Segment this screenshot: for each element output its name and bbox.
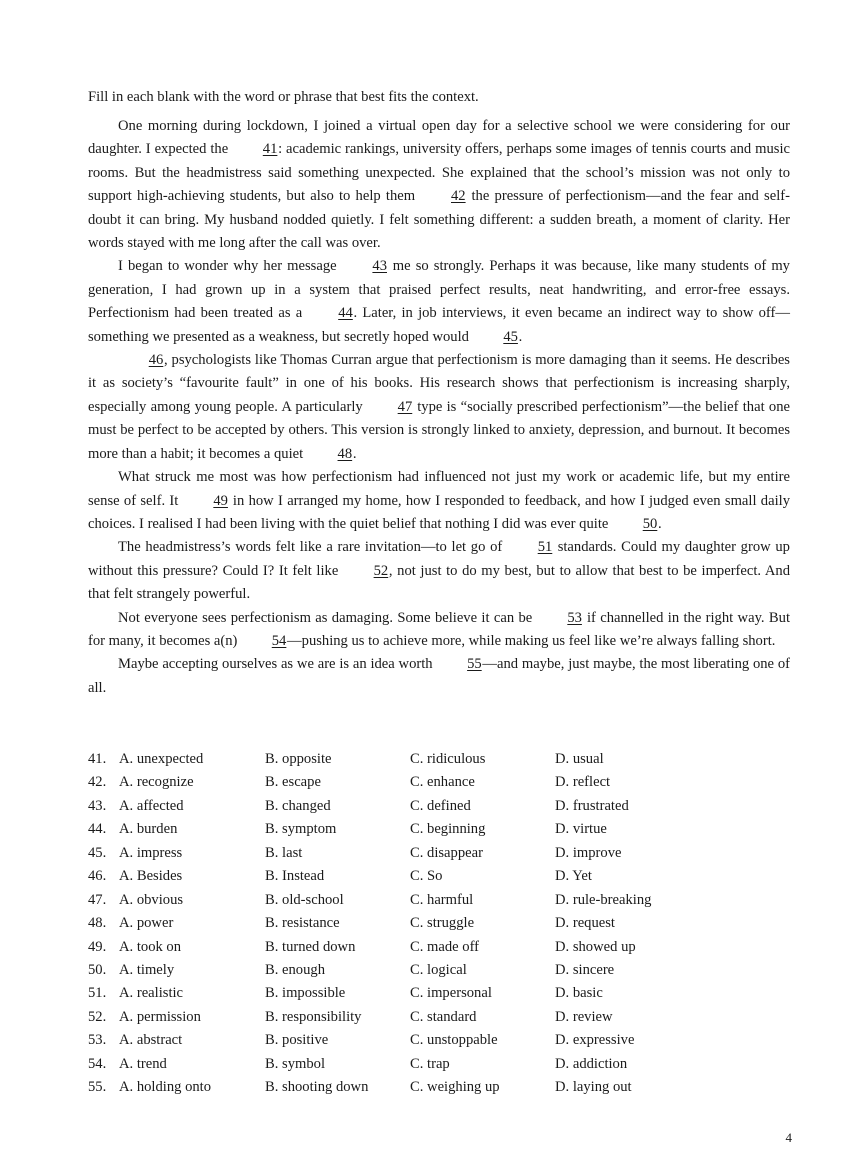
option-a: A. timely [119, 961, 175, 978]
paragraph-1 [88, 115, 790, 255]
option-c: C. enhance [410, 774, 475, 791]
option-c: C. disappear [410, 844, 483, 861]
option-b: B. impossible [265, 985, 346, 1002]
option-d: D. expressive [555, 1032, 635, 1049]
option-d: D. reflect [555, 774, 611, 791]
option-a: A. abstract [119, 1032, 183, 1049]
paragraph-7 [88, 653, 790, 700]
paragraph-5 [88, 536, 790, 606]
option-c: C. ridiculous [410, 751, 486, 767]
option-c: C. trap [410, 1055, 450, 1072]
question-number: 43. [88, 797, 107, 814]
passage-text: —and maybe, just maybe, the most liberating one of all. [88, 656, 790, 696]
question-row [88, 936, 695, 959]
question-row [88, 889, 695, 912]
option-d: D. rule-breaking [555, 891, 652, 908]
option-d: D. laying out [555, 1079, 632, 1096]
passage-text: . Later, in job interviews, it even became an indirect way to show off—something we presented as a weakness, but secretly hoped would [88, 305, 790, 345]
question-number: 44. [88, 821, 107, 838]
blank-55: 55 [467, 656, 482, 673]
passage-text: . [352, 445, 357, 462]
paragraph-6 [88, 607, 790, 654]
question-row [88, 748, 695, 771]
blank-42: 42 [451, 188, 466, 205]
question-row [88, 865, 695, 888]
option-b: B. enough [265, 961, 325, 978]
passage-text: type is “socially prescribed perfectionism”—the belief that one must be perfect to be accepted by others. This version is strongly linked to anxiety, depression, and burnout. It becomes more than a habit; it becomes a quiet [88, 398, 790, 462]
question-number: 52. [88, 1008, 107, 1025]
option-a: A. trend [119, 1055, 167, 1072]
blank-49: 49 [213, 492, 228, 509]
blank-43: 43 [372, 258, 387, 275]
option-b: B. last [265, 844, 303, 861]
option-a: A. permission [119, 1008, 201, 1025]
question-row [88, 842, 695, 865]
question-row [88, 959, 695, 982]
option-a: A. unexpected [119, 751, 204, 767]
passage-text: Not everyone sees perfectionism as damaging. Some believe it can be [118, 609, 537, 626]
option-d: D. showed up [555, 938, 636, 955]
passage-text: me so strongly. Perhaps it was because, like many students of my generation, I had grown up in a system that praised perfect results, neat handwriting, and error-free essays. Perfectionism had been treated as a [88, 258, 790, 322]
passage-text: The headmistress’s words felt like a rare invitation—to let go of [118, 539, 507, 556]
question-number: 41. [88, 751, 107, 767]
question-number: 53. [88, 1032, 107, 1049]
question-number: 50. [88, 961, 107, 978]
instruction-text: Fill in each blank with the word or phrase that best fits the context. [88, 89, 479, 105]
passage-text: . [518, 328, 523, 345]
option-a: A. power [119, 915, 174, 932]
question-row [88, 818, 695, 841]
paragraph-2 [88, 255, 790, 349]
passage-text: , psychologists like Thomas Curran argue that perfectionism is more damaging than it seems. He describes it as society’s “favourite fault” in one of his books. His research shows that perfectionism is increasing sharply, especially among young people. A particularly [88, 352, 790, 415]
question-number: 51. [88, 985, 107, 1002]
option-c: C. unstoppable [410, 1032, 498, 1049]
option-d: D. frustrated [555, 797, 629, 814]
option-a: A. realistic [119, 985, 184, 1002]
passage-text: . [658, 515, 662, 532]
page-number: 4 [785, 1130, 792, 1145]
passage-text: in how I arranged my home, how I responded to feedback, and how I judged even small daily choices. I realised I had been living with the quiet belief that nothing I did was ever quite [88, 492, 790, 532]
blank-53: 53 [567, 609, 582, 626]
question-number: 55. [88, 1079, 107, 1096]
blank-44: 44 [338, 305, 353, 322]
blank-48: 48 [337, 445, 353, 462]
option-c: C. So [410, 868, 443, 885]
blank-52: 52 [373, 562, 389, 579]
option-b: B. resistance [265, 915, 340, 932]
passage-text: : academic rankings, university offers, perhaps some images of tennis courts and music rooms. But the headmistress said something unexpected. She explained that the school’s mission was not only to support high-achieving students, but also to help them [88, 141, 790, 205]
option-c: C. logical [410, 961, 467, 978]
passage-text: I began to wonder why her message [118, 258, 342, 275]
blank-47: 47 [397, 398, 413, 415]
question-row [88, 982, 695, 1005]
passage-text: the pressure of perfectionism—and the fear and self-doubt it can bring. My husband nodded quietly. I felt something different: a sudden breath, a moment of clarity. Her words stayed with me long after the call was over. [88, 188, 790, 252]
question-number: 49. [88, 938, 107, 955]
option-a: A. holding onto [119, 1079, 212, 1096]
option-b: B. symptom [265, 821, 337, 838]
blank-45: 45 [503, 328, 518, 345]
cloze-passage [88, 115, 790, 700]
question-row [88, 1029, 695, 1052]
question-row [88, 1053, 695, 1076]
question-number: 47. [88, 891, 107, 908]
option-c: C. struggle [410, 915, 475, 932]
blank-41: 41 [262, 141, 278, 158]
question-row [88, 912, 695, 935]
passage-text: if channelled in the right way. But for many, it becomes a(n) [88, 609, 790, 649]
option-c: C. harmful [410, 891, 474, 908]
option-c: C. beginning [410, 821, 486, 838]
option-a: A. recognize [119, 774, 194, 791]
option-d: D. addiction [555, 1055, 628, 1072]
option-b: B. opposite [265, 751, 332, 767]
option-d: D. improve [555, 844, 622, 861]
question-row [88, 1076, 695, 1099]
option-b: B. symbol [265, 1055, 326, 1072]
option-a: A. impress [119, 844, 183, 861]
blank-54: 54 [271, 632, 287, 649]
option-b: B. turned down [265, 938, 356, 955]
question-number: 45. [88, 844, 107, 861]
blank-51: 51 [537, 539, 553, 556]
passage-text: —pushing us to achieve more, while making us feel like we’re always falling short. [287, 632, 776, 649]
option-d: D. request [555, 915, 615, 932]
option-a: A. burden [119, 821, 178, 838]
option-b: B. positive [265, 1032, 329, 1049]
passage-text: standards. Could my daughter grow up without this pressure? Could I? It felt like [88, 539, 790, 579]
option-c: C. made off [410, 938, 480, 955]
option-c: C. impersonal [410, 985, 492, 1002]
option-b: B. changed [265, 797, 331, 814]
option-b: B. old-school [265, 891, 344, 908]
answer-options [88, 748, 695, 1100]
paragraph-4 [88, 466, 790, 536]
option-d: D. virtue [555, 821, 607, 838]
option-d: D. review [555, 1008, 613, 1025]
question-row [88, 1006, 695, 1029]
option-a: A. obvious [119, 891, 184, 908]
option-b: B. Instead [265, 868, 325, 885]
question-number: 48. [88, 915, 107, 932]
option-b: B. responsibility [265, 1008, 362, 1025]
option-b: B. shooting down [265, 1079, 369, 1096]
option-c: C. weighing up [410, 1079, 500, 1096]
question-row [88, 795, 695, 818]
passage-text: Maybe accepting ourselves as we are is an idea worth [118, 656, 437, 673]
option-a: A. Besides [119, 868, 183, 885]
question-number: 54. [88, 1055, 107, 1072]
option-c: C. defined [410, 797, 471, 814]
option-d: D. sincere [555, 961, 615, 978]
question-row [88, 771, 695, 794]
blank-50: 50 [642, 515, 658, 532]
passage-text: One morning during lockdown, I joined a virtual open day for a selective school we were considering for our daughter. I expected the [88, 118, 790, 158]
option-c: C. standard [410, 1008, 477, 1025]
option-a: A. affected [119, 797, 184, 814]
option-b: B. escape [265, 774, 321, 791]
paragraph-3 [88, 349, 790, 466]
passage-text: What struck me most was how perfectionism had influenced not just my work or academic life, but my entire sense of self. It [88, 469, 790, 509]
option-d: D. Yet [555, 868, 592, 885]
question-number: 42. [88, 774, 107, 791]
option-d: D. basic [555, 985, 603, 1002]
question-number: 46. [88, 868, 107, 885]
option-a: A. took on [119, 938, 182, 955]
option-d: D. usual [555, 751, 604, 767]
passage-text: , not just to do my best, but to allow that best to be imperfect. And that felt strangely powerful. [88, 562, 791, 603]
blank-46: 46 [148, 352, 164, 369]
